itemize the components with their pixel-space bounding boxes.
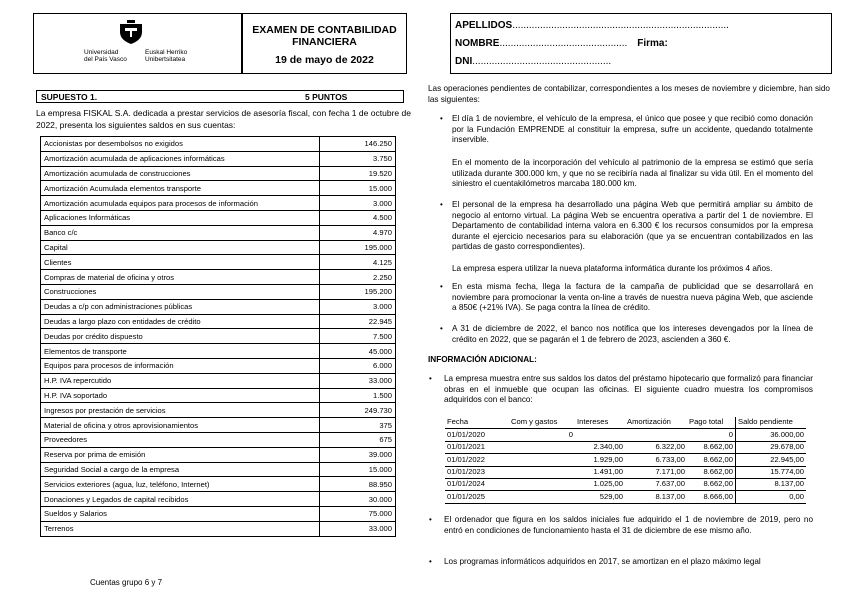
table-row (445, 454, 806, 466)
table-row (41, 432, 396, 447)
table-row (445, 429, 806, 441)
account-name: Deudas a largo plazo con entidades de crédito (41, 314, 320, 329)
operation-2-detail: La empresa espera utilizar la nueva plataforma informática durante los próximos 4 años. (452, 264, 773, 273)
account-value: 195.000 (320, 240, 396, 255)
account-value: 15.000 (320, 462, 396, 477)
operation-3: En esta misma fecha, llega la factura de la campaña de publicidad que se desarrollará en noviembre para promocionar la venta on-line a través de nuestra nueva página Web, que asciende a 850€ (+21% IVA). Se paga contra la línea de crédito. (452, 282, 813, 313)
account-value: 33.000 (320, 373, 396, 388)
loan-cell: 8.662,00 (687, 466, 736, 478)
account-value: 675 (320, 432, 396, 447)
university-name-es: Universidad del País Vasco (84, 49, 127, 63)
account-name: Aplicaciones Informáticas (41, 210, 320, 225)
loan-cell: 8.137,00 (625, 491, 687, 503)
loan-cell: 01/01/2024 (445, 478, 509, 490)
account-value: 249.730 (320, 403, 396, 418)
account-value: 75.000 (320, 506, 396, 521)
account-value: 88.950 (320, 477, 396, 492)
table-row (41, 492, 396, 507)
table-row (41, 181, 396, 196)
loan-cell (625, 429, 687, 441)
supuesto-intro: La empresa FISKAL S.A. dedicada a prestar servicios de asesoría fiscal, con fecha 1 de octubre de 2022, presenta los siguientes saldos en sus cuentas: (36, 108, 411, 130)
table-row (41, 358, 396, 373)
university-logo-box (33, 13, 242, 74)
table-row (41, 137, 396, 152)
loan-cell (509, 454, 575, 466)
table-row (41, 225, 396, 240)
exam-title-box (242, 13, 407, 74)
account-value: 39.000 (320, 447, 396, 462)
table-row (41, 255, 396, 270)
operation-4: A 31 de diciembre de 2022, el banco nos notifica que los intereses devengados por la línea de crédito en 2022, que se pagarán el 1 de febrero de 2023, ascienden a 360 €. (452, 324, 813, 344)
table-row (41, 284, 396, 299)
account-value: 4.970 (320, 225, 396, 240)
loan-cell: 529,00 (575, 491, 625, 503)
loan-column-header: Amortización (625, 417, 687, 429)
loan-cell: 7.637,00 (625, 478, 687, 490)
account-name: Amortización acumulada de construcciones (41, 166, 320, 181)
account-name: Amortización Acumulada elementos transporte (41, 181, 320, 196)
table-row (445, 441, 806, 453)
supuesto-points: 5 PUNTOS (305, 92, 348, 102)
loan-cell: 1.491,00 (575, 466, 625, 478)
loan-cell: 1.929,00 (575, 454, 625, 466)
account-value: 7.500 (320, 329, 396, 344)
loan-cell: 01/01/2023 (445, 466, 509, 478)
loan-cell: 8.662,00 (687, 454, 736, 466)
loan-cell: 6.322,00 (625, 441, 687, 453)
loan-cell: 8.662,00 (687, 478, 736, 490)
account-name: Construcciones (41, 284, 320, 299)
bullet-icon: • (440, 114, 443, 123)
account-value: 3.000 (320, 299, 396, 314)
account-name: Deudas a c/p con administraciones públicas (41, 299, 320, 314)
loan-cell: 01/01/2025 (445, 491, 509, 503)
account-name: Material de oficina y otros aprovisionamientos (41, 418, 320, 433)
account-value: 195.200 (320, 284, 396, 299)
loan-cell: 7.171,00 (625, 466, 687, 478)
table-row (41, 462, 396, 477)
university-emblem-icon (118, 20, 144, 44)
operation-1: El día 1 de noviembre, el vehículo de la empresa, el único que posee y que recibió como donación por la Fundación EMPRENDE al constituir la empresa, sufre un accidente, quedando totalmente inservible. (452, 114, 813, 145)
exam-title: EXAMEN DE CONTABILIDAD FINANCIERA (252, 24, 397, 48)
loan-cell: 8.137,00 (736, 478, 807, 490)
table-row (41, 521, 396, 536)
loan-cell (509, 441, 575, 453)
table-row (41, 477, 396, 492)
table-row (445, 478, 806, 490)
account-name: Compras de material de oficina y otros (41, 270, 320, 285)
account-name: Amortización acumulada de aplicaciones informáticas (41, 151, 320, 166)
loan-column-header: Pago total (687, 417, 736, 429)
nombre-field[interactable]: NOMBRE.............................................. Firma: (455, 38, 668, 49)
loan-cell: 01/01/2021 (445, 441, 509, 453)
account-name: Seguridad Social a cargo de la empresa (41, 462, 320, 477)
bullet-icon: • (429, 374, 432, 383)
account-value: 22.945 (320, 314, 396, 329)
table-row (41, 329, 396, 344)
loan-cell: 0,00 (736, 491, 807, 503)
loan-cell: 8.666,00 (687, 491, 736, 503)
student-identification-box (450, 13, 832, 74)
account-name: Ingresos por prestación de servicios (41, 403, 320, 418)
account-name: Proveedores (41, 432, 320, 447)
account-name: Elementos de transporte (41, 344, 320, 359)
table-row (445, 491, 806, 503)
loan-cell (509, 491, 575, 503)
table-row (41, 447, 396, 462)
table-row (41, 299, 396, 314)
supuesto-title: SUPUESTO 1. (41, 92, 98, 102)
account-name: H.P. IVA soportado (41, 388, 320, 403)
loan-cell: 15.774,00 (736, 466, 807, 478)
table-row (41, 166, 396, 181)
loan-column-header: Com y gastos (509, 417, 575, 429)
bullet-icon: • (429, 515, 432, 524)
info-2: El ordenador que figura en los saldos iniciales fue adquirido el 1 de noviembre de 2019, pero no entró en condiciones de funcionamiento hasta el 31 de diciembre de ese mismo año. (444, 515, 813, 535)
table-row (445, 466, 806, 478)
loan-column-header: Saldo pendiente (736, 417, 807, 429)
account-value: 1.500 (320, 388, 396, 403)
info-1: La empresa muestra entre sus saldos los datos del préstamo hipotecario que formalizó para financiar obras en el inmueble que ocupan las oficinas. El siguiente cuadro muestra los compromisos adquiridos con el banco: (444, 374, 813, 405)
exam-date: 19 de mayo de 2022 (275, 54, 374, 66)
account-name: Clientes (41, 255, 320, 270)
operation-1-detail: En el momento de la incorporación del vehículo al patrimonio de la empresa se estimó que sería utilizada durante 300.000 km, y que no se recibiría nada al finalizar su vida útil. En el momento del siniestro el cuentakilómetros marcaba 180.000 km. (452, 158, 813, 189)
loan-cell: 36.000,00 (736, 429, 807, 441)
account-name: H.P. IVA repercutido (41, 373, 320, 388)
loan-cell: 0 (509, 429, 575, 441)
balances-table (40, 136, 396, 537)
loan-cell: 22.945,00 (736, 454, 807, 466)
table-row (41, 240, 396, 255)
loan-cell: 6.733,00 (625, 454, 687, 466)
loan-cell: 1.025,00 (575, 478, 625, 490)
account-value: 45.000 (320, 344, 396, 359)
university-name-eu: Euskal Herriko Unibertsitatea (145, 49, 188, 63)
account-name: Banco c/c (41, 225, 320, 240)
table-row (41, 506, 396, 521)
bullet-icon: • (440, 200, 443, 209)
apellidos-field[interactable]: APELLIDOS.............................................................................. (455, 20, 729, 31)
loan-cell (509, 466, 575, 478)
table-row (41, 210, 396, 225)
loan-header-row (445, 417, 806, 429)
operation-2: El personal de la empresa ha desarrollado una página Web que permitirá ampliar su ámbito de negocio al entorno virtual. La página Web se encuentra operativa a partir del 1 de noviembre. El Departamento de contabilidad interna valora en 6.300 € los recursos consumidos por la empresa durante el ejercicio necesarios para su elaboración (que ya se encuentran contabilizados en las partidas de gasto correspondientes). (452, 200, 813, 252)
account-value: 6.000 (320, 358, 396, 373)
bullet-icon: • (429, 557, 432, 566)
account-name: Deudas por crédito dispuesto (41, 329, 320, 344)
account-name: Accionistas por desembolsos no exigidos (41, 137, 320, 152)
account-name: Amortización acumulada equipos para procesos de información (41, 196, 320, 211)
loan-column-header: Intereses (575, 417, 625, 429)
loan-schedule-table (445, 417, 806, 504)
account-value: 375 (320, 418, 396, 433)
loan-cell (575, 429, 625, 441)
table-row (41, 373, 396, 388)
account-value: 15.000 (320, 181, 396, 196)
info-3: Los programas informáticos adquiridos en 2017, se amortizan en el plazo máximo legal (444, 557, 761, 566)
table-row (41, 388, 396, 403)
bullet-icon: • (440, 282, 443, 291)
loan-cell: 2.340,00 (575, 441, 625, 453)
loan-cell: 0 (687, 429, 736, 441)
firma-label: Firma: (637, 38, 668, 49)
loan-cell (509, 478, 575, 490)
supuesto-header (36, 90, 404, 103)
loan-column-header: Fecha (445, 417, 509, 429)
loan-cell: 8.662,00 (687, 441, 736, 453)
account-name: Servicios exteriores (agua, luz, teléfono, Internet) (41, 477, 320, 492)
account-value: 146.250 (320, 137, 396, 152)
loan-cell: 01/01/2022 (445, 454, 509, 466)
table-row (41, 344, 396, 359)
loan-cell: 29.678,00 (736, 441, 807, 453)
account-name: Reserva por prima de emisión (41, 447, 320, 462)
table-row (41, 314, 396, 329)
account-value: 33.000 (320, 521, 396, 536)
info-heading: INFORMACIÓN ADICIONAL: (428, 355, 537, 364)
table-row (41, 196, 396, 211)
account-name: Terrenos (41, 521, 320, 536)
table-row (41, 403, 396, 418)
operations-intro: Las operaciones pendientes de contabilizar, correspondientes a los meses de noviembre y diciembre, han sido las siguientes: (428, 84, 830, 104)
account-value: 4.500 (320, 210, 396, 225)
account-value: 3.750 (320, 151, 396, 166)
account-name: Donaciones y Legados de capital recibidos (41, 492, 320, 507)
account-name: Sueldos y Salarios (41, 506, 320, 521)
table-row (41, 270, 396, 285)
footnote: Cuentas grupo 6 y 7 (90, 578, 163, 587)
bullet-icon: • (440, 324, 443, 333)
account-value: 30.000 (320, 492, 396, 507)
dni-field[interactable]: DNI.................................................. (455, 56, 612, 67)
account-value: 3.000 (320, 196, 396, 211)
account-value: 4.125 (320, 255, 396, 270)
table-row (41, 151, 396, 166)
account-value: 2.250 (320, 270, 396, 285)
account-name: Capital (41, 240, 320, 255)
table-row (41, 418, 396, 433)
account-value: 19.520 (320, 166, 396, 181)
account-name: Equipos para procesos de información (41, 358, 320, 373)
loan-cell: 01/01/2020 (445, 429, 509, 441)
